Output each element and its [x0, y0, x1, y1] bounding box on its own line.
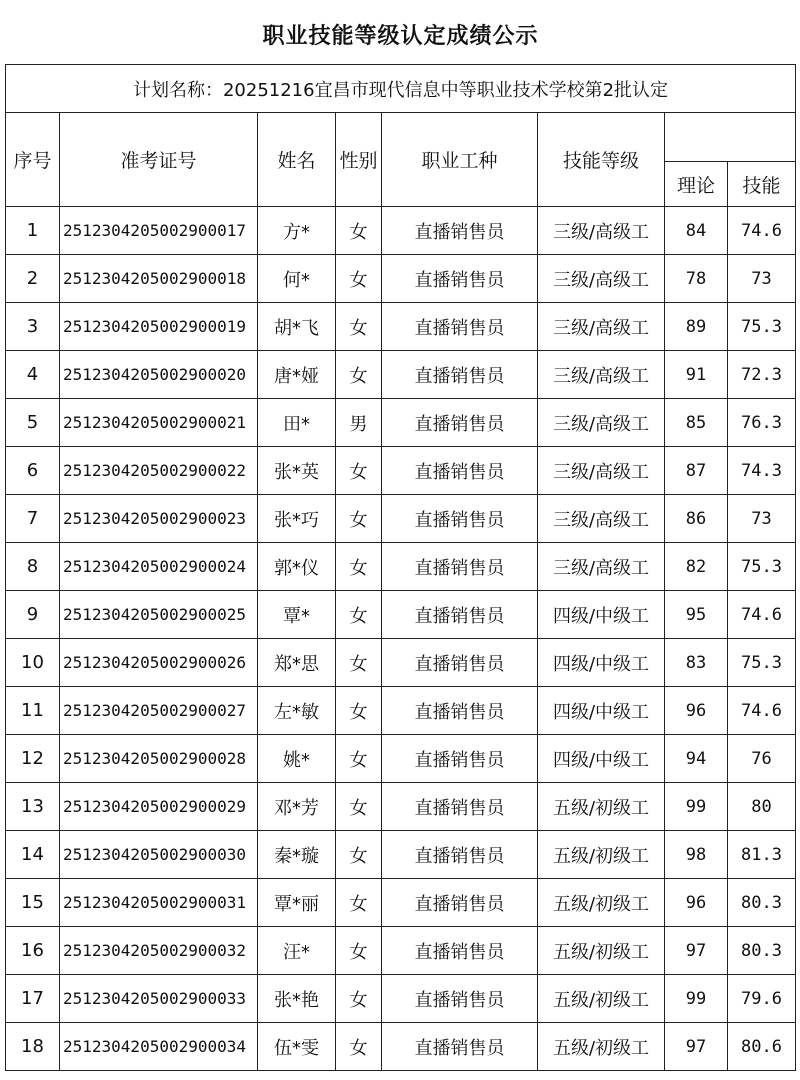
- cell-occupation: 直播销售员: [382, 399, 538, 447]
- cell-occupation: 直播销售员: [382, 543, 538, 591]
- cell-occupation: 直播销售员: [382, 207, 538, 255]
- cell-occupation: 直播销售员: [382, 303, 538, 351]
- cell-gender: 女: [336, 591, 382, 639]
- cell-name: 胡*飞: [258, 303, 336, 351]
- cell-gender: 女: [336, 879, 382, 927]
- cell-seq: 1: [6, 207, 60, 255]
- cell-seq: 6: [6, 447, 60, 495]
- cell-level: 三级/高级工: [538, 303, 665, 351]
- cell-seq: 9: [6, 591, 60, 639]
- cell-skill: 81.3: [728, 831, 796, 879]
- cell-gender: 女: [336, 927, 382, 975]
- cell-name: 方*: [258, 207, 336, 255]
- cell-name: 张*巧: [258, 495, 336, 543]
- cell-occupation: 直播销售员: [382, 831, 538, 879]
- cell-exam-id: 2512304205002900034: [60, 1023, 258, 1071]
- cell-theory: 82: [665, 543, 728, 591]
- cell-level: 三级/高级工: [538, 543, 665, 591]
- cell-name: 汪*: [258, 927, 336, 975]
- cell-level: 五级/初级工: [538, 831, 665, 879]
- cell-exam-id: 2512304205002900028: [60, 735, 258, 783]
- cell-gender: 女: [336, 639, 382, 687]
- cell-gender: 女: [336, 783, 382, 831]
- cell-seq: 15: [6, 879, 60, 927]
- cell-occupation: 直播销售员: [382, 591, 538, 639]
- table-row: [6, 351, 796, 399]
- table-row: [6, 1023, 796, 1071]
- cell-theory: 83: [665, 639, 728, 687]
- cell-exam-id: 2512304205002900020: [60, 351, 258, 399]
- cell-seq: 14: [6, 831, 60, 879]
- cell-level: 五级/初级工: [538, 783, 665, 831]
- cell-exam-id: 2512304205002900029: [60, 783, 258, 831]
- cell-exam-id: 2512304205002900025: [60, 591, 258, 639]
- cell-level: 五级/初级工: [538, 1023, 665, 1071]
- header-name: 姓名: [258, 113, 336, 207]
- table-row: [6, 735, 796, 783]
- cell-skill: 76: [728, 735, 796, 783]
- cell-exam-id: 2512304205002900018: [60, 255, 258, 303]
- cell-seq: 3: [6, 303, 60, 351]
- cell-theory: 99: [665, 783, 728, 831]
- cell-level: 三级/高级工: [538, 495, 665, 543]
- cell-theory: 87: [665, 447, 728, 495]
- table-row: [6, 975, 796, 1023]
- cell-level: 五级/初级工: [538, 975, 665, 1023]
- cell-skill: 74.6: [728, 591, 796, 639]
- cell-gender: 女: [336, 831, 382, 879]
- cell-skill: 72.3: [728, 351, 796, 399]
- cell-level: 四级/中级工: [538, 591, 665, 639]
- header-occupation: 职业工种: [382, 113, 538, 207]
- cell-exam-id: 2512304205002900032: [60, 927, 258, 975]
- cell-skill: 80: [728, 783, 796, 831]
- cell-name: 张*艳: [258, 975, 336, 1023]
- cell-gender: 女: [336, 303, 382, 351]
- table-row: [6, 207, 796, 255]
- cell-occupation: 直播销售员: [382, 735, 538, 783]
- cell-exam-id: 2512304205002900033: [60, 975, 258, 1023]
- cell-occupation: 直播销售员: [382, 447, 538, 495]
- cell-seq: 12: [6, 735, 60, 783]
- page-title: 职业技能等级认定成绩公示: [6, 4, 796, 65]
- cell-exam-id: 2512304205002900022: [60, 447, 258, 495]
- cell-theory: 89: [665, 303, 728, 351]
- cell-name: 秦*璇: [258, 831, 336, 879]
- cell-occupation: 直播销售员: [382, 783, 538, 831]
- table-row: [6, 639, 796, 687]
- cell-gender: 男: [336, 399, 382, 447]
- cell-gender: 女: [336, 207, 382, 255]
- cell-occupation: 直播销售员: [382, 879, 538, 927]
- cell-theory: 96: [665, 687, 728, 735]
- cell-seq: 2: [6, 255, 60, 303]
- results-table: [5, 4, 796, 1071]
- cell-skill: 79.6: [728, 975, 796, 1023]
- table-row: [6, 303, 796, 351]
- cell-seq: 8: [6, 543, 60, 591]
- cell-level: 三级/高级工: [538, 255, 665, 303]
- table-row: [6, 879, 796, 927]
- header-level: 技能等级: [538, 113, 665, 207]
- cell-exam-id: 2512304205002900027: [60, 687, 258, 735]
- cell-level: 四级/中级工: [538, 735, 665, 783]
- cell-seq: 7: [6, 495, 60, 543]
- header-score-group: [665, 113, 796, 162]
- table-row: [6, 591, 796, 639]
- cell-name: 郑*思: [258, 639, 336, 687]
- cell-level: 三级/高级工: [538, 399, 665, 447]
- header-exam-id: 准考证号: [60, 113, 258, 207]
- header-skill: 技能: [728, 162, 796, 207]
- cell-exam-id: 2512304205002900031: [60, 879, 258, 927]
- header-theory: 理论: [665, 162, 728, 207]
- cell-name: 张*英: [258, 447, 336, 495]
- cell-seq: 4: [6, 351, 60, 399]
- cell-name: 左*敏: [258, 687, 336, 735]
- cell-seq: 5: [6, 399, 60, 447]
- cell-level: 五级/初级工: [538, 879, 665, 927]
- cell-name: 伍*雯: [258, 1023, 336, 1071]
- cell-name: 郭*仪: [258, 543, 336, 591]
- cell-seq: 16: [6, 927, 60, 975]
- cell-level: 四级/中级工: [538, 687, 665, 735]
- table-row: [6, 783, 796, 831]
- cell-name: 覃*丽: [258, 879, 336, 927]
- cell-gender: 女: [336, 687, 382, 735]
- cell-theory: 95: [665, 591, 728, 639]
- cell-theory: 96: [665, 879, 728, 927]
- cell-skill: 74.3: [728, 447, 796, 495]
- cell-theory: 97: [665, 927, 728, 975]
- cell-occupation: 直播销售员: [382, 1023, 538, 1071]
- cell-seq: 13: [6, 783, 60, 831]
- cell-exam-id: 2512304205002900026: [60, 639, 258, 687]
- cell-theory: 86: [665, 495, 728, 543]
- cell-skill: 73: [728, 255, 796, 303]
- cell-theory: 94: [665, 735, 728, 783]
- cell-seq: 18: [6, 1023, 60, 1071]
- cell-name: 何*: [258, 255, 336, 303]
- cell-theory: 84: [665, 207, 728, 255]
- header-gender: 性别: [336, 113, 382, 207]
- table-row: [6, 543, 796, 591]
- cell-name: 田*: [258, 399, 336, 447]
- cell-skill: 74.6: [728, 687, 796, 735]
- cell-gender: 女: [336, 255, 382, 303]
- header-seq: 序号: [6, 113, 60, 207]
- cell-level: 三级/高级工: [538, 447, 665, 495]
- cell-level: 三级/高级工: [538, 351, 665, 399]
- cell-occupation: 直播销售员: [382, 255, 538, 303]
- plan-name: 计划名称：20251216宜昌市现代信息中等职业技术学校第2批认定: [6, 65, 796, 113]
- cell-gender: 女: [336, 1023, 382, 1071]
- cell-skill: 74.6: [728, 207, 796, 255]
- results-sheet: [5, 4, 795, 1076]
- cell-level: 三级/高级工: [538, 207, 665, 255]
- cell-exam-id: 2512304205002900017: [60, 207, 258, 255]
- cell-theory: 78: [665, 255, 728, 303]
- cell-skill: 75.3: [728, 543, 796, 591]
- cell-gender: 女: [336, 351, 382, 399]
- cell-occupation: 直播销售员: [382, 639, 538, 687]
- cell-gender: 女: [336, 975, 382, 1023]
- cell-exam-id: 2512304205002900019: [60, 303, 258, 351]
- cell-seq: 10: [6, 639, 60, 687]
- cell-occupation: 直播销售员: [382, 687, 538, 735]
- cell-gender: 女: [336, 495, 382, 543]
- cell-theory: 85: [665, 399, 728, 447]
- cell-skill: 73: [728, 495, 796, 543]
- cell-exam-id: 2512304205002900030: [60, 831, 258, 879]
- table-row: [6, 831, 796, 879]
- cell-skill: 75.3: [728, 303, 796, 351]
- cell-level: 五级/初级工: [538, 927, 665, 975]
- cell-skill: 76.3: [728, 399, 796, 447]
- cell-seq: 17: [6, 975, 60, 1023]
- cell-name: 姚*: [258, 735, 336, 783]
- cell-skill: 75.3: [728, 639, 796, 687]
- table-row: [6, 927, 796, 975]
- cell-occupation: 直播销售员: [382, 927, 538, 975]
- cell-gender: 女: [336, 735, 382, 783]
- cell-theory: 99: [665, 975, 728, 1023]
- cell-gender: 女: [336, 447, 382, 495]
- cell-theory: 98: [665, 831, 728, 879]
- cell-skill: 80.3: [728, 879, 796, 927]
- cell-exam-id: 2512304205002900021: [60, 399, 258, 447]
- cell-occupation: 直播销售员: [382, 495, 538, 543]
- cell-name: 邓*芳: [258, 783, 336, 831]
- cell-gender: 女: [336, 543, 382, 591]
- table-row: [6, 255, 796, 303]
- cell-skill: 80.3: [728, 927, 796, 975]
- table-row: [6, 495, 796, 543]
- table-row: [6, 399, 796, 447]
- table-row: [6, 447, 796, 495]
- cell-occupation: 直播销售员: [382, 351, 538, 399]
- cell-exam-id: 2512304205002900023: [60, 495, 258, 543]
- cell-name: 覃*: [258, 591, 336, 639]
- cell-seq: 11: [6, 687, 60, 735]
- cell-level: 四级/中级工: [538, 639, 665, 687]
- cell-theory: 91: [665, 351, 728, 399]
- cell-theory: 97: [665, 1023, 728, 1071]
- cell-occupation: 直播销售员: [382, 975, 538, 1023]
- cell-exam-id: 2512304205002900024: [60, 543, 258, 591]
- cell-name: 唐*娅: [258, 351, 336, 399]
- cell-skill: 80.6: [728, 1023, 796, 1071]
- table-row: [6, 687, 796, 735]
